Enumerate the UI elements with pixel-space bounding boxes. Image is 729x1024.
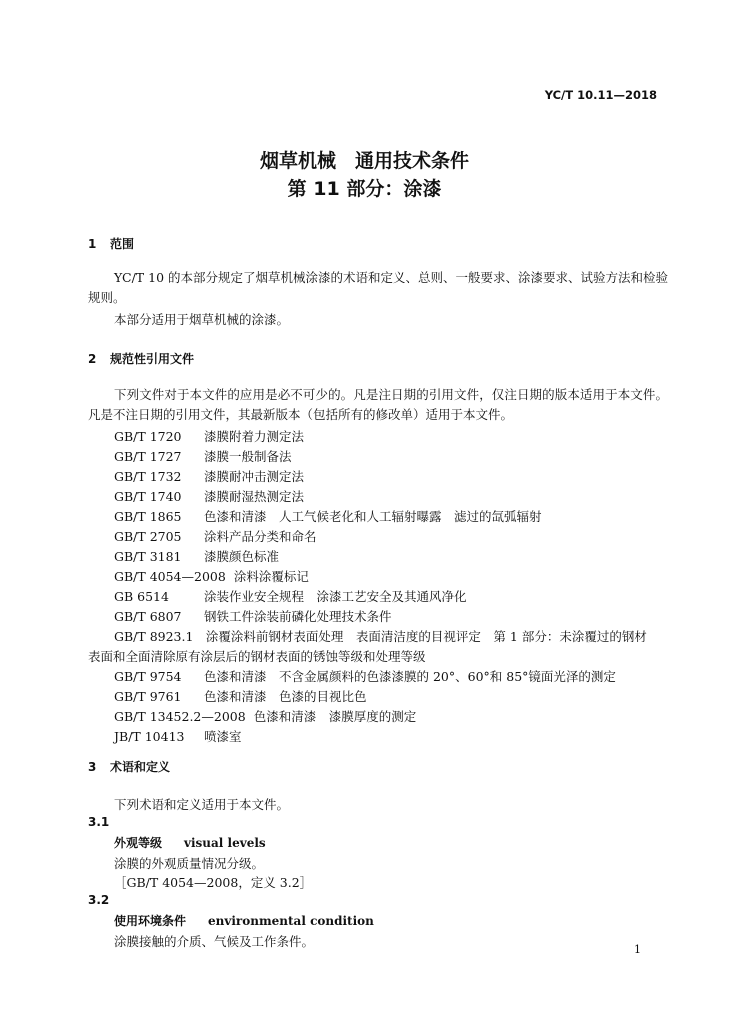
reference-item [114, 727, 242, 745]
reference-item-8923-line-2: 表面和全面清除原有涂层后的钢材表面的锈蚀等级和处理等级 [88, 649, 426, 664]
reference-item [114, 427, 304, 445]
section-title: 范围 [110, 237, 135, 251]
standard-code: YC/T 10.11—2018 [544, 88, 657, 102]
reference-code: GB/T 1720 [114, 429, 182, 444]
reference-item [114, 447, 292, 465]
section-number: 2 [88, 352, 97, 366]
reference-title: 涂料涂覆标记 [233, 569, 309, 584]
reference-item [114, 527, 317, 545]
reference-title: 涂料产品分类和命名 [204, 529, 317, 544]
reference-title: 漆膜一般制备法 [204, 449, 292, 464]
reference-item [114, 467, 304, 485]
reference-code: JB/T 10413 [114, 729, 185, 744]
section-number: 3 [88, 760, 97, 774]
reference-code: GB/T 1727 [114, 449, 182, 464]
document-title: 烟草机械 通用技术条件 [259, 150, 469, 172]
term-title [114, 834, 266, 851]
section-3-intro: 下列术语和定义适用于本文件。 [114, 797, 290, 812]
term-definition: 涂膜的外观质量情况分级。 [114, 856, 265, 871]
reference-item [114, 607, 392, 625]
reference-item [114, 567, 309, 585]
reference-item [114, 667, 616, 685]
term-title-cn: 外观等级 [114, 836, 163, 850]
section-2-intro: 下列文件对于本文件的应用是必不可少的。凡是注日期的引用文件，仅注日期的版本适用于本文件。凡是不注日期的引用文件，其最新版本（包括所有的修改单）适用于本文件。 [88, 387, 668, 422]
reference-item [114, 547, 279, 565]
reference-title: 漆膜耐冲击测定法 [204, 469, 305, 484]
reference-code: GB 6514 [114, 589, 169, 604]
reference-item [114, 587, 467, 605]
reference-code: GB/T 3181 [114, 549, 182, 564]
reference-title: 喷漆室 [204, 729, 242, 744]
reference-title: 色漆和清漆 色漆的目视比色 [204, 689, 367, 704]
term-source: ［GB/T 4054—2008，定义 3.2］ [114, 875, 313, 890]
section-1-paragraph-1: YC/T 10 的本部分规定了烟草机械涂漆的术语和定义、总则、一般要求、涂漆要求、试验方法和检验规则。 [88, 270, 668, 305]
reference-title: 钢铁工件涂装前磷化处理技术条件 [204, 609, 392, 624]
document-subtitle: 第 11 部分：涂漆 [287, 178, 442, 200]
reference-item [114, 507, 542, 525]
reference-title: 色漆和清漆 漆膜厚度的测定 [253, 709, 417, 724]
section-2-heading [88, 350, 194, 367]
reference-title: 漆膜附着力测定法 [204, 429, 305, 444]
section-1-heading [88, 235, 134, 252]
reference-title: 涂装作业安全规程 涂漆工艺安全及其通风净化 [204, 589, 467, 604]
reference-code: GB/T 4054—2008 [114, 569, 226, 584]
reference-item [114, 707, 416, 725]
reference-item [114, 687, 367, 705]
section-title: 规范性引用文件 [110, 352, 195, 366]
reference-title: 色漆和清漆 人工气候老化和人工辐射曝露 滤过的氙弧辐射 [204, 509, 542, 524]
reference-code: GB/T 2705 [114, 529, 182, 544]
reference-title: 漆膜颜色标准 [204, 549, 280, 564]
term-title-en: environmental condition [208, 914, 374, 928]
reference-item [114, 487, 304, 505]
reference-code: GB/T 13452.2—2008 [114, 709, 246, 724]
term-title [114, 912, 374, 929]
section-1-paragraph-2: 本部分适用于烟草机械的涂漆。 [114, 312, 290, 327]
term-title-en: visual levels [184, 836, 266, 850]
reference-code: GB/T 1865 [114, 509, 182, 524]
section-number: 1 [88, 237, 97, 251]
section-3-heading [88, 758, 170, 775]
reference-code: GB/T 1740 [114, 489, 182, 504]
page-number: 1 [634, 943, 641, 956]
reference-code: GB/T 9761 [114, 689, 182, 704]
term-number: 3.1 [88, 815, 110, 829]
term-number: 3.2 [88, 893, 110, 907]
section-title: 术语和定义 [110, 760, 171, 774]
reference-title: 色漆和清漆 不含金属颜料的色漆漆膜的 20°、60°和 85°镜面光泽的测定 [204, 669, 616, 684]
reference-title: 漆膜耐湿热测定法 [204, 489, 305, 504]
reference-code: GB/T 1732 [114, 469, 182, 484]
reference-code: GB/T 6807 [114, 609, 182, 624]
reference-item-8923-line-1: GB/T 8923.1 涂覆涂料前钢材表面处理 表面清洁度的目视评定 第 1 部分：未涂覆过的钢材 [114, 629, 647, 644]
term-title-cn: 使用环境条件 [114, 914, 187, 928]
reference-code: GB/T 9754 [114, 669, 182, 684]
term-definition: 涂膜接触的介质、气候及工作条件。 [114, 934, 315, 949]
